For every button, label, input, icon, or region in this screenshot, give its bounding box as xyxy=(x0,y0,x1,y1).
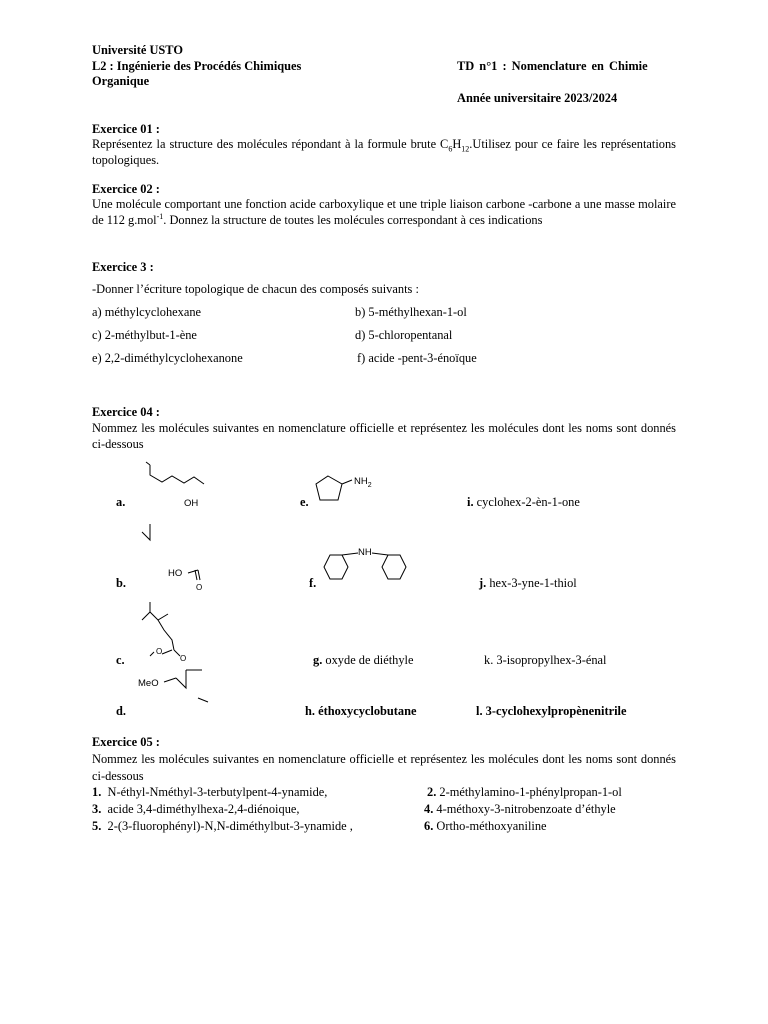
ex4-intro: Nommez les molécules suivantes en nomenclature officielle et représentez les molécules dont les noms sont donnés ci-dessous xyxy=(92,421,676,451)
ex3-item-a: a) méthylcyclohexane xyxy=(92,305,202,319)
ex3-item-d: d) 5-chloropentanal xyxy=(355,328,453,342)
td-title: TD n°1 : Nomenclature en Chimie xyxy=(457,59,648,73)
molecule-a xyxy=(140,460,210,510)
ex4-item-h: h. éthoxycyclobutane xyxy=(305,704,417,718)
ex3-item-e: e) 2,2-diméthylcyclohexanone xyxy=(92,351,243,365)
ex5-title: Exercice 05 : xyxy=(92,735,160,749)
mol-a-oh: OH xyxy=(184,498,199,509)
ex4-item-j: j. hex-3-yne-1-thiol xyxy=(479,576,577,590)
ex1-title: Exercice 01 : xyxy=(92,122,160,136)
ex1-text: Représentez la structure des molécules répondant à la formule brute $C_6H_{12}.Utilisez$ pour ce faire les représentations topologiques. xyxy=(92,137,676,167)
program-name-cont: Organique xyxy=(92,74,150,88)
ex4-item-l: l. 3-cyclohexylpropènenitrile xyxy=(476,704,627,718)
mol-b-ho: HO xyxy=(168,568,183,579)
mol-d-meo: MeO xyxy=(138,678,159,689)
ex5-item-3: 3. acide 3,4-diméthylhexa-2,4-diénoique, xyxy=(92,802,300,816)
university-name: Université USTO xyxy=(92,43,183,57)
ex5-item-6: 6. Ortho-méthoxyaniline xyxy=(424,819,547,833)
ex5-item-2: 2. 2-méthylamino-1-phénylpropan-1-ol xyxy=(427,785,622,799)
molecule-f xyxy=(318,545,418,590)
ex5-intro: Nommez les molécules suivantes en nomenclature officielle et représentez les molécules dont les noms sont donnés ci-dessous xyxy=(92,752,676,783)
ex4-label-f: f. xyxy=(309,576,317,590)
ex4-label-d: d. xyxy=(116,704,126,718)
academic-year: Année universitaire 2023/2024 xyxy=(457,91,618,105)
ex4-title: Exercice 04 : xyxy=(92,405,160,419)
ex5-item-1: 1. N-éthyl-Nméthyl-3-terbutylpent-4-ynamide, xyxy=(92,785,328,799)
program-name: L2 : Ingénierie des Procédés Chimiques xyxy=(92,59,302,73)
molecule-e xyxy=(312,474,392,514)
molecule-b xyxy=(140,522,215,592)
ex5-item-4: 4. 4-méthoxy-3-nitrobenzoate d’éthyle xyxy=(424,802,616,816)
mol-b-o: O xyxy=(196,583,203,592)
ex4-label-b: b. xyxy=(116,576,126,590)
molecule-d xyxy=(138,662,218,712)
ex4-label-c: c. xyxy=(116,653,125,667)
ex3-item-c: c) 2-méthylbut-1-ène xyxy=(92,328,197,342)
ex4-label-e: e. xyxy=(300,495,309,509)
mol-c-o1: O xyxy=(156,647,163,656)
molecule-c xyxy=(140,602,215,662)
ex2-text: Une molécule comportant une fonction acide carboxylique et une triple liaison carbone -carbone a une masse molaire de 112 g.mol$^{-1}$. Donnez la structure de toutes les molécules correspondant à ces indications xyxy=(92,197,676,227)
ex4-label-a: a. xyxy=(116,495,126,509)
ex3-intro: -Donner l’écriture topologique de chacun des composés suivants : xyxy=(92,282,419,296)
ex5-item-5: 5. 2-(3-fluorophényl)-N,N-diméthylbut-3-ynamide , xyxy=(92,819,353,833)
mol-c-o2: O xyxy=(180,654,187,663)
ex3-item-b: b) 5-méthylhexan-1-ol xyxy=(355,305,467,319)
ex3-item-f: f) acide -pent-3-énoïque xyxy=(357,351,477,365)
ex3-title: Exercice 3 : xyxy=(92,260,154,274)
ex4-item-g: g. oxyde de diéthyle xyxy=(313,653,414,667)
ex4-item-i: i. cyclohex-2-èn-1-one xyxy=(467,495,580,509)
ex2-title: Exercice 02 : xyxy=(92,182,160,196)
ex4-item-k: k. 3-isopropylhex-3-énal xyxy=(484,653,607,667)
mol-f-nh: NH xyxy=(358,547,372,558)
mol-e-nh2: $NH_2$ xyxy=(354,476,372,489)
